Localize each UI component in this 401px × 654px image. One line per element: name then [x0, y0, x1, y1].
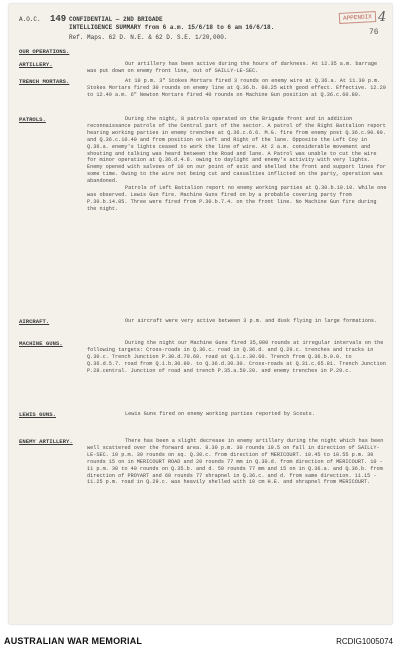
section-paragraph: During the night, 8 patrols operated on the Brigade front and in addition reconnaissance patrols of the Central part of the sector. A patrol of the Right Battalion report hearing working parties in enemy trenches at Q.36.c.6.6. M.G. fire from enemy post Q.36.c.90.90. and Q.36.c.10.40 and from position on Left and Right of the lane. Opposite the Left Coy in Q.36.a. enemy's lights ceased to work the line of wire. At 2 a.m. considerable movement and shouting and talking was heard between the Road and lane. A Patrol was unable to cut the wire for minor operation at Q.36.d.4.6. owing to daylight and enemy's activity with very lights. Enemy opened with salvoes of 10 on our point of exit and shelled the front and support lines for some time. Owing to the wire not being cut and casualties inflicted on the party, operation was abandoned.	[87, 116, 386, 185]
section-body	[87, 340, 387, 375]
section-heading: ENEMY ARTILLERY.	[19, 438, 73, 445]
section-paragraph: During the night our Machine Guns fired 35,000 rounds at irregular intervals on the following targets: Cross-roads in Q.36.c. road in Q.36.d. and Q.29.c. trenches and tracks in Q.30.c. Trench Junction P.30.d.70.60. road at Q.1.c.30.60. Trench from Q.36.b.0.0. to Q.36.d.5.7. road from Q.1.b.30.90. to Q.36.d.30.30. Cross-roads at Q.31.c.65.81. Trench Junction P.28.central. Junction of road and trench P.35.a.50.20. and enemy trenches in P.29.c.	[87, 340, 386, 374]
section-heading: OUR OPERATIONS.	[19, 48, 70, 55]
document-title: CONFIDENTIAL — 2ND BRIGADE	[69, 16, 163, 23]
document-number: 149	[50, 14, 67, 24]
section-body	[87, 438, 387, 486]
section-body	[87, 411, 387, 418]
section-paragraph: At 10 p.m. 3" Stokes Mortars fired 3 rounds on enemy wire at Q.36.a. At 11.30 p.m. Stokes Mortars fired 30 rounds on enemy line at Q.36.b. 60.25 with good effect. Effective. 12.20 to 12.40 a.m. 6" Newton Mortars fired 40 rounds on Machine Gun position at Q.36.c.60.80.	[87, 78, 386, 98]
section-heading: TRENCH MORTARS.	[19, 78, 70, 85]
section-body	[87, 61, 387, 75]
map-reference: Ref. Maps. 62 D. N.E. & 62 D. S.E. 1/20,000.	[69, 34, 228, 41]
section-heading: PATROLS.	[19, 116, 46, 123]
section-paragraph: Patrols of Left Battalion report no enemy working parties at Q.30.b.10.10. While one was observed. Lewis Gun fire. Machine Guns fired on by a probable covering party from P.30.b.14.85. Three were fired from P.30.b.7.4. on the front line. No Machine Gun fire during the night.	[87, 185, 387, 212]
section-heading: ARTILLERY.	[19, 61, 53, 68]
section-body	[87, 116, 387, 213]
section-body	[87, 78, 387, 99]
section-heading: AIRCRAFT.	[19, 318, 50, 325]
section-body	[87, 318, 387, 325]
section-heading: LEWIS GUNS.	[19, 411, 56, 418]
appendix-stamp: APPENDIX	[339, 11, 376, 24]
archive-footer	[0, 630, 401, 654]
footer-reference-id: RCDIG1005074	[336, 637, 393, 646]
section-paragraph: Lewis Guns fired on enemy working parties reported by Scouts.	[125, 411, 315, 417]
section-paragraph: Our artillery has been active during the hours of darkness. At 12.35 a.m. barrage was put down on enemy front line, out of SAILLY-LE-SEC.	[87, 61, 378, 74]
section-paragraph: There has been a slight decrease in enemy artillery during the night which has been well scattered over the forward area. 8.30 p.m. 30 rounds 10.5 on fall in direction of SAILLY-LE-SEC. 10 p.m. 30 rounds on sq. Q.30.c. from direction of MERICOURT. 10.45 to 10.55 p.m. 30 rounds 15 on in MERICOURT ROAD and 20 rounds 77 mm in Q.30.d. from direction of MERICOURT. 10 - 11 p.m. 30 to 40 rounds on Q.35.b. and d. 50 rounds 77 mm and 15 on in Q.36.a. and Q.36.b. from direction of PROYART and 60 rounds 77 shrapnel in Q.36.c. and d. from same direction. 11.15 - 11.25 p.m. road in Q.29.c. was heavily shelled with 10 cm H.E. and shrapnel from MERICOURT.	[87, 438, 384, 486]
page-number: 76	[369, 28, 379, 37]
section-paragraph: Our aircraft were very active between 3 p.m. and dusk flying in large formations.	[125, 318, 378, 324]
handwritten-mark: 4	[378, 10, 387, 25]
footer-institution: AUSTRALIAN WAR MEMORIAL	[4, 636, 143, 646]
header-left-label: A.O.C.	[19, 16, 41, 23]
document-page	[9, 4, 392, 624]
document-subtitle: INTELLIGENCE SUMMARY from 6 a.m. 15/6/18 to 6 am 16/6/18.	[69, 24, 275, 31]
section-heading: MACHINE GUNS.	[19, 340, 63, 347]
